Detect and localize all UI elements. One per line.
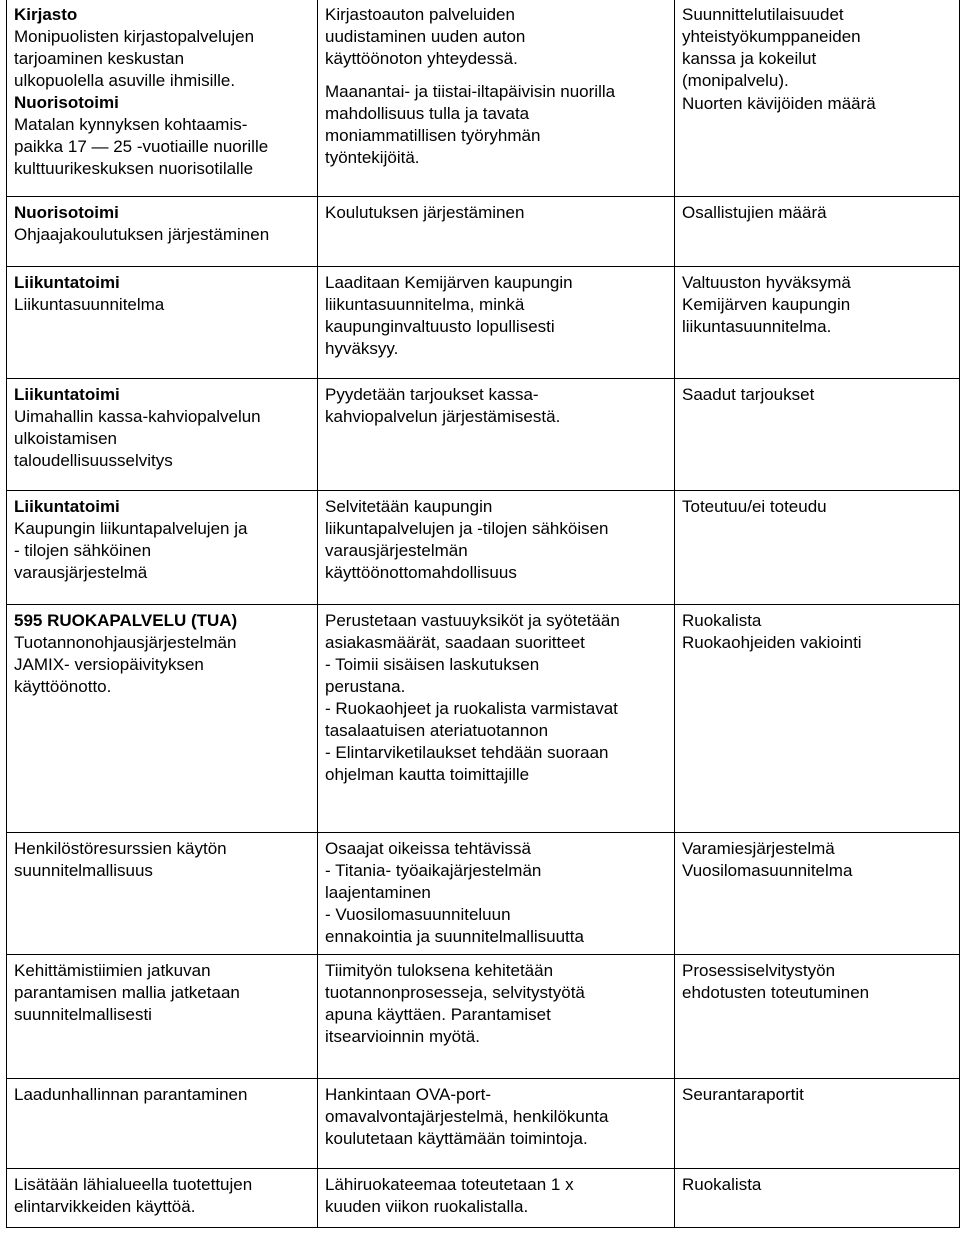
indicator-cell [675,378,960,490]
action-plan-table [6,0,960,1228]
cell-heading: Liikuntatoimi [14,272,120,292]
indicator-cell [675,832,960,954]
cell-text-line: kuuden viikon ruokalistalla. [325,1196,529,1216]
action-cell [318,1168,675,1227]
cell-text-line: Tiimityön tuloksena kehitetään [325,960,554,980]
cell-text-line: käyttöönotto. [14,676,112,696]
cell-text-line: ulkoistamisen [14,428,117,448]
indicator-cell [675,1168,960,1227]
cell-text-line: moniammatillisen työryhmän [325,126,541,145]
action-cell [318,378,675,490]
action-cell [318,490,675,604]
indicator-cell [675,604,960,832]
cell-text-line: Lähiruokateemaa toteutetaan 1 x [325,1174,574,1194]
cell-text-line: Varamiesjärjestelmä [682,838,835,858]
cell-text-line: Laadunhallinnan parantaminen [14,1084,248,1104]
cell-text-line: taloudellisuusselvitys [14,450,173,470]
cell-text-line: Kemijärven kaupungin [682,294,851,314]
cell-text-line: Ruokalista [682,610,762,630]
cell-text-line: ulkopuolella asuville ihmisille. [14,71,236,90]
indicator-cell [675,954,960,1078]
indicator-cell [675,196,960,266]
cell-text-line: Hankintaan OVA-port- [325,1084,491,1104]
cell-text-line: tuotannonprosesseja, selvitystyötä [325,982,585,1002]
action-cell [318,604,675,832]
action-cell [318,832,675,954]
cell-heading: Kirjasto [14,5,78,24]
table-row [7,1168,960,1227]
cell-text-line: Valtuuston hyväksymä [682,272,851,292]
cell-heading: Nuorisotoimi [14,202,119,222]
cell-text-line: kaupunginvaltuusto lopullisesti [325,316,555,336]
cell-text-line: Ruokalista [682,1174,762,1194]
cell-text-line: - Toimii sisäisen laskutuksen [325,654,540,674]
cell-text-line: Prosessiselvitystyön [682,960,836,980]
cell-text-line: Maanantai- ja tiistai-iltapäivisin nuorilla [325,82,616,101]
table-row [7,954,960,1078]
cell-text-line: perustana. [325,676,406,696]
indicator-cell [675,1078,960,1168]
action-cell [318,0,675,196]
cell-text-line: parantamisen mallia jatketaan [14,982,240,1002]
cell-text-line: omavalvontajärjestelmä, henkilökunta [325,1106,609,1126]
cell-text-line: Kirjastoauton palveluiden [325,5,515,24]
cell-text-line: yhteistyökumppaneiden [682,27,861,46]
objective-cell [7,0,318,196]
cell-text-line: - Titania- työaikajärjestelmän [325,860,542,880]
cell-text-line: Osaajat oikeissa tehtävissä [325,838,531,858]
cell-text-line: JAMIX- versiopäivityksen [14,654,204,674]
cell-text-line: kahviopalvelun järjestämisestä. [325,406,561,426]
cell-text-line: Kehittämistiimien jatkuvan [14,960,211,980]
cell-heading: Liikuntatoimi [14,496,120,516]
cell-text-line: elintarvikkeiden käyttöä. [14,1196,196,1216]
table-row [7,490,960,604]
objective-cell [7,954,318,1078]
cell-text-line: Monipuolisten kirjastopalvelujen [14,27,255,46]
table-row [7,832,960,954]
cell-text-line: työntekijöitä. [325,148,420,167]
cell-text-line: ennakointia ja suunnitelmallisuutta [325,926,584,946]
cell-text-line: Tuotannonohjausjärjestelmän [14,632,237,652]
cell-text-line: käyttöönottomahdollisuus [325,562,517,582]
cell-text-line: Koulutuksen järjestäminen [325,202,525,222]
cell-text-line: Lisätään lähialueella tuotettujen [14,1174,253,1194]
cell-text-line: Uimahallin kassa-kahviopalvelun [14,406,261,426]
cell-text-line: - Vuosilomasuunniteluun [325,904,511,924]
table-row [7,266,960,378]
cell-text-line: - Ruokaohjeet ja ruokalista varmistavat [325,698,618,718]
cell-text-line: Osallistujien määrä [682,202,827,222]
cell-text-line: Vuosilomasuunnitelma [682,860,853,880]
cell-text-line: Matalan kynnyksen kohtaamis- [14,115,248,134]
action-cell [318,1078,675,1168]
cell-text-line: uudistaminen uuden auton [325,27,526,46]
cell-text-line: Ruokaohjeiden vakiointi [682,632,862,652]
objective-cell [7,196,318,266]
cell-text-line: varausjärjestelmä [14,562,148,582]
cell-text-line: Henkilöstöresurssien käytön [14,838,227,858]
cell-text-line: mahdollisuus tulla ja tavata [325,104,530,123]
cell-text-line: (monipalvelu). [682,71,789,90]
cell-text-line: Seurantaraportit [682,1084,804,1104]
cell-text-line: Ohjaajakoulutuksen järjestäminen [14,224,270,244]
cell-text-line: Nuorten kävijöiden määrä [682,94,876,113]
cell-heading: Liikuntatoimi [14,384,120,404]
cell-text-line: Toteutuu/ei toteudu [682,496,827,516]
cell-text-line: Selvitetään kaupungin [325,496,493,516]
indicator-cell [675,0,960,196]
cell-heading: Nuorisotoimi [14,93,119,112]
cell-text-line: itsearvioinnin myötä. [325,1026,480,1046]
objective-cell [7,378,318,490]
cell-text-line: Suunnittelutilaisuudet [682,5,844,24]
table-row [7,196,960,266]
cell-text-line: ehdotusten toteutuminen [682,982,870,1002]
action-cell [318,196,675,266]
cell-text-line: Liikuntasuunnitelma [14,294,165,314]
cell-text-line: paikka 17 — 25 -vuotiaille nuorille [14,137,269,156]
cell-text-line: Kaupungin liikuntapalvelujen ja [14,518,248,538]
indicator-cell [675,266,960,378]
cell-text-line: asiakasmäärät, saadaan suoritteet [325,632,585,652]
cell-text-line: - Elintarviketilaukset tehdään suoraan [325,742,609,762]
cell-text-line: Saadut tarjoukset [682,384,815,404]
cell-text-line: käyttöönoton yhteydessä. [325,49,518,68]
cell-text-line: hyväksyy. [325,338,399,358]
objective-cell [7,266,318,378]
cell-text-line: Perustetaan vastuuyksiköt ja syötetään [325,610,620,630]
table-row [7,1078,960,1168]
cell-text-line: kanssa ja kokeilut [682,49,817,68]
cell-text-line: ohjelman kautta toimittajille [325,764,530,784]
cell-text-line: varausjärjestelmän [325,540,468,560]
objective-cell [7,1078,318,1168]
cell-heading: 595 RUOKAPALVELU (TUA) [14,610,238,630]
cell-text-line: liikuntapalvelujen ja -tilojen sähköisen [325,518,609,538]
cell-text-line: - tilojen sähköinen [14,540,152,560]
cell-text-line: koulutetaan käyttämään toimintoja. [325,1128,588,1148]
cell-text-line: liikuntasuunnitelma. [682,316,832,336]
cell-text-line: apuna käyttäen. Parantamiset [325,1004,551,1024]
table-row [7,0,960,196]
action-cell [318,954,675,1078]
objective-cell [7,604,318,832]
indicator-cell [675,490,960,604]
action-plan-table-body [7,0,960,1227]
objective-cell [7,1168,318,1227]
table-row [7,604,960,832]
cell-text-line: suunnitelmallisesti [14,1004,152,1024]
cell-text-line: Laaditaan Kemijärven kaupungin [325,272,573,292]
cell-text-line: tasalaatuisen ateriatuotannon [325,720,549,740]
cell-text-line: suunnitelmallisuus [14,860,153,880]
cell-text-line: tarjoaminen keskustan [14,49,185,68]
cell-text-line: Pyydetään tarjoukset kassa- [325,384,539,404]
cell-text-line: laajentaminen [325,882,431,902]
action-cell [318,266,675,378]
objective-cell [7,490,318,604]
objective-cell [7,832,318,954]
cell-text-line: liikuntasuunnitelma, minkä [325,294,525,314]
cell-text-line: kulttuurikeskuksen nuorisotilalle [14,159,254,178]
table-row [7,378,960,490]
